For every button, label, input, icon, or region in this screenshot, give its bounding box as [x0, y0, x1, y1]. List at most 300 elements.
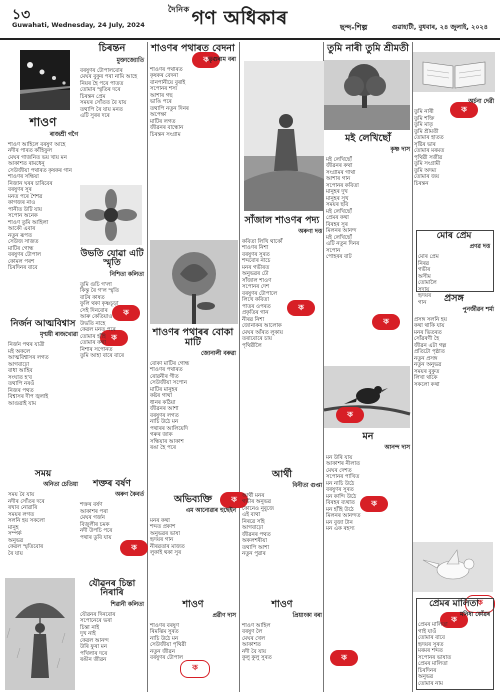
- poem-line: নাচি উঠে মন: [150, 419, 179, 426]
- column-rule: [239, 42, 240, 692]
- poem-line: মনৰ গভীৰত: [242, 264, 270, 271]
- poem-line: জীৱনৰ পথত: [242, 531, 271, 538]
- poem-title: আৰ্থী: [272, 469, 292, 480]
- page-number: ১৩: [12, 7, 31, 23]
- poem-line: তৰাবোৰে চায়: [242, 336, 272, 343]
- poem-line: বৰষুণৰ টোপাল: [150, 655, 183, 662]
- poem-line: বাটৰ কাষত: [80, 294, 105, 301]
- poem-line: আগবাঢ়ো: [242, 525, 264, 532]
- poem-line: লিখে কবিতা: [242, 297, 269, 304]
- poem-line: সময় বৈ যায়: [8, 492, 35, 499]
- poem-line: চিৰদিনৰ: [418, 667, 437, 674]
- poem-line: তুমি শ্ৰীমতী: [414, 128, 439, 135]
- poem-line: প্ৰতিটো পৃষ্ঠাত: [414, 349, 445, 356]
- column-rule: [412, 42, 413, 692]
- poem-author: মৃণ্ময়ী ৰাজখোৱা: [39, 332, 78, 339]
- poem-line: মন হাঁহি উঠে: [326, 506, 354, 513]
- poem-line: সংগ্ৰামৰ গাথা: [326, 169, 356, 176]
- poem-lines: [8, 142, 78, 272]
- poem-title: মন: [362, 431, 374, 442]
- poem-p11: [150, 600, 236, 692]
- section-name: ছন্দ-শিল্প: [340, 23, 368, 32]
- poem-line: প্ৰকৃতিৰ গান: [242, 310, 269, 317]
- poem-line: কথা থাকি যায়: [414, 323, 445, 330]
- poem-line: মেঘৰ আঁৰত লুকায়: [242, 329, 283, 336]
- poem-author: অৰুণা দত্ত: [298, 228, 322, 235]
- poem-line: সেউজীয়া পৃথিৱী: [150, 642, 187, 649]
- poem-line: তুমি অদম্য: [414, 167, 437, 174]
- poem-line: যৌৱনৰ দিনবোৰ: [80, 611, 116, 618]
- poem-line: মন বুজা টান: [326, 519, 353, 526]
- poem-line: সপোনৰ কবিতা: [326, 182, 359, 189]
- poem-author: বিনীতা গুপ্তা: [292, 482, 322, 489]
- poem-line: পথাৰৰ আলিয়েদি: [150, 425, 189, 432]
- poem-lines: [80, 68, 144, 120]
- poem-line: নিশাৰ সপোনত: [80, 346, 113, 353]
- poem-p3: [80, 250, 144, 390]
- poem-line: মাটিৰ গোন্ধ: [8, 245, 34, 252]
- photo-umbrella-person: [5, 578, 75, 690]
- poem-line: কবিতা লিখি থাকোঁ: [242, 238, 283, 245]
- poem-line: জোনাকৰ আলোক: [242, 323, 282, 330]
- poem-line: লুকাই থকা সুৰ: [150, 550, 182, 557]
- poem-line: পোহৰৰ বাট: [326, 254, 352, 261]
- poem-author: প্ৰণৱ দত্ত: [469, 244, 490, 251]
- poem-line: হৃদয়ৰ: [418, 293, 432, 300]
- poem-title: সাঁজাল শাওণৰ পদ্য: [244, 215, 320, 226]
- poem-line: সপোনেৰে ভৰা: [80, 618, 112, 625]
- poem-line: গভীৰ: [418, 267, 431, 274]
- poem-p16: [414, 96, 494, 226]
- poem-lines: [242, 493, 322, 558]
- poem-badge: ক: [465, 595, 495, 613]
- poem-badge: ক: [112, 305, 140, 321]
- poem-line: তোমাৰ জয়: [414, 174, 440, 180]
- poem-line: নিয়ৰ হৈ পৰে পাতত: [80, 80, 124, 87]
- poem-line: শাওণ আহিলে বৰষুণ আহে: [8, 141, 66, 148]
- poem-line: শাওণৰ পথাৰত: [150, 66, 183, 73]
- photo-white-dove: [413, 542, 493, 592]
- poem-line: উৰি ফুৰা মন: [80, 644, 107, 651]
- poem-line: কিন্তু ৰৈ গ'ল স্মৃতি: [80, 288, 119, 295]
- photo-tree-lake: [324, 60, 410, 130]
- poem-line: চিৰন্তন: [414, 180, 429, 187]
- poem-line: অপেক্ষা: [150, 112, 167, 119]
- poem-line: শাওণৰ সন্ধিয়া: [8, 174, 39, 181]
- poem-line: মন এক ৰহস্য: [326, 526, 355, 533]
- poem-p13: [242, 216, 322, 466]
- poem-author: নিশিতা কলিতা: [109, 271, 144, 278]
- poem-line: আগবাঢ়ো: [8, 361, 30, 368]
- poem-line: সোঁৱৰণী হৈ: [414, 336, 440, 343]
- poem-line: তোমাৰ হাতত: [414, 135, 444, 141]
- poem-badge: ক: [336, 407, 364, 423]
- poem-line: ৰঙা হৈ পৰে: [150, 445, 176, 452]
- poem-line: তোমাৰ নাম: [418, 680, 443, 687]
- poem-line: সেই দিনবোৰ: [80, 307, 108, 314]
- poem-line: পানীত উটি যায়: [8, 206, 42, 213]
- poem-line: মন কান্দি উঠে: [326, 493, 357, 500]
- poem-line: প্ৰেমৰ মালিতা: [418, 661, 448, 668]
- poem-title: চিৰন্তন: [98, 43, 126, 54]
- poem-line: সপোনৰ দেশ: [242, 284, 270, 291]
- poem-badge: ক: [100, 330, 128, 346]
- poem-p1: [80, 44, 144, 182]
- poem-author: অৰ্চনা দেৱী: [468, 99, 494, 105]
- poem-line: উভতি নাহে: [80, 320, 106, 327]
- poem-line: আকাশৰ পৰা: [80, 508, 108, 515]
- poem-line: এটি সুৰৰ দৰে: [80, 113, 110, 119]
- poem-line: সেউজীয়া পথাৰত কৃষকৰ গান: [8, 167, 72, 174]
- column-rule: [147, 42, 148, 692]
- poem-line: মই অকলে: [8, 348, 31, 355]
- poem-p16-title-area: [326, 44, 410, 58]
- poem-lines: [414, 317, 494, 389]
- poem-line: ফুলি থকা কৃষ্ণচূড়া: [80, 301, 119, 308]
- poem-badge: ক: [120, 540, 148, 556]
- poem-line: কুলু কুলু সুৰত: [242, 655, 272, 662]
- poem-line: তথাপি আশা: [242, 544, 270, 551]
- poem-line: গভীৰ অনুভৱ: [242, 499, 271, 506]
- poem-line: মানুহৰ দুখ: [326, 189, 348, 196]
- poem-line: তথাপি ৰৈ যায় মনত: [80, 106, 123, 113]
- poem-line: মোৰ প্ৰেম: [418, 254, 439, 261]
- poem-title: অভিব্যক্তি: [173, 494, 212, 505]
- poem-line: নিজৰ পথত: [8, 387, 34, 394]
- poem-line: বোকা মাটিৰ গোন্ধ: [150, 360, 190, 367]
- poem-line: হৃদয়ৰ সুৰত: [418, 641, 444, 648]
- poem-author: ৰাজশ্ৰী গগৈ: [49, 131, 78, 138]
- poem-line: গান: [418, 299, 427, 306]
- poem-line: নীৰৱতাৰ মাজত: [150, 543, 185, 550]
- poem-lines: [8, 492, 78, 557]
- poem-line: আগুৱাই যাম: [8, 400, 36, 407]
- poem-line: এটি নতুন দিনৰ: [326, 241, 360, 248]
- poem-line: আৰু কেতিয়াও: [80, 314, 113, 321]
- poem-line: তোমাৰ হাঁহি: [80, 333, 106, 340]
- poem-line: শাওণ তুমি আহিলা: [8, 219, 49, 226]
- poem-line: সাঁজাল শাওণ: [242, 277, 272, 284]
- poem-badge: ক: [372, 314, 400, 330]
- poem-line: বৰষুণৰ সুৰ: [8, 187, 32, 194]
- poem-line: নতুন জীৱন: [150, 648, 175, 655]
- poem-line: ভাঙি পৰে: [150, 99, 172, 106]
- poem-line: মনত পৰে শৈশৱ: [8, 193, 43, 200]
- poem-lines: [80, 502, 144, 541]
- photo-girl-in-field: [244, 61, 324, 211]
- poem-title: শক্তৰ বৰ্ষণ: [93, 479, 131, 489]
- poem-line: অসীম: [418, 273, 431, 280]
- poem-line: পখিলাৰ দৰে: [80, 650, 108, 657]
- poem-line: ৰখাব নোৱাৰি: [8, 505, 38, 512]
- poem-title: প্ৰেমৰ মালিতা: [429, 599, 479, 609]
- poem-line: সংঘাত হ'ব: [8, 374, 32, 381]
- poem-line: নদী উপচি পৰে: [80, 528, 113, 535]
- poem-title: সময়: [34, 469, 52, 479]
- poem-line: সপোন অনেক: [8, 213, 38, 220]
- poem-line: সদায়: [418, 286, 430, 293]
- poem-line: হৃদয়ৰ গান: [150, 537, 174, 544]
- poem-line: নীৰৱ নিশা: [242, 316, 265, 323]
- poem-author: কৃষ্ণ দাস: [390, 146, 410, 153]
- poem-line: তুমি নাৰী: [414, 109, 434, 115]
- poem-author: জোনালী বৰুৱা: [200, 350, 236, 357]
- poem-line: চিৰন্তন সংগ্ৰাম: [150, 131, 181, 138]
- poem-line: সপোনৰ পাখিত: [326, 474, 360, 481]
- poem-line: শক্তৰ বৰ্ষণ: [80, 502, 103, 509]
- poem-line: তুমি আহা বাৰে বাৰে: [80, 353, 124, 360]
- poem-line: মেঘৰ দেশত: [326, 467, 352, 474]
- poem-line: বিৰহৰ ব্যথাত: [326, 500, 355, 507]
- poem-line: সময়ৰ ছবি: [326, 202, 349, 209]
- poem-title: প্ৰসঙ্গ: [444, 293, 464, 304]
- poem-line: কষ্টৰ গাথা: [150, 393, 172, 400]
- poem-line: মানুহৰ সুখ: [326, 195, 349, 202]
- poem-line: বিজুলীৰ চমক: [80, 521, 110, 528]
- poem-line: নতুন অনুভৱ: [414, 362, 442, 369]
- poem-lines: [80, 282, 144, 360]
- poem-badge: ক: [330, 650, 358, 666]
- poem-line: পাতৰ ওপৰত: [242, 303, 271, 310]
- poem-line: আকাশৰ নীলাত: [326, 461, 360, 468]
- poem-line: কেৱল মনত পৰে: [80, 327, 116, 334]
- poem-lines: [414, 109, 494, 187]
- poem-author: মুক্তাজ্যোতি: [116, 57, 144, 64]
- poem-line: নাচি উঠে মন: [150, 635, 179, 642]
- poem-line: মিলনৰ আনন্দত: [326, 513, 361, 520]
- poem-line: সেউজীয়া সপোন: [150, 380, 187, 387]
- poem-author: ভৃগুৰাম বৰা: [208, 56, 236, 63]
- poem-line: অনুভৱ: [8, 537, 24, 544]
- poem-line: সপোনৰ ভাষাত: [418, 654, 452, 661]
- poem-badge: ক: [360, 496, 388, 512]
- poem-line: মিলনৰ আনন্দ: [326, 228, 357, 235]
- poem-line: সময়ৰ সোঁতত বৈ যায়: [80, 100, 127, 106]
- poem-author: আনন্দ দাস: [384, 444, 410, 451]
- poem-line: বাধা আহিব: [8, 368, 33, 375]
- poem-lines: [418, 622, 490, 687]
- poem-line: পথাৰ ডুবি যায়: [80, 534, 112, 541]
- poem-title: শাওণৰ পথাৰত বেদনা: [151, 43, 235, 54]
- poem-line: কাগজৰ নাও: [8, 200, 36, 207]
- poem-line: সপোন: [326, 247, 341, 254]
- poem-lines: [8, 342, 78, 407]
- poem-line: মই লেখিছোঁ: [326, 156, 352, 163]
- poem-line: আত্মবিশ্বাসৰ লগত: [8, 355, 49, 362]
- poem-line: ৰিমঝিম সুৰত: [150, 629, 179, 636]
- poem-title: নিৰ্জন আত্মবিশ্বাস: [10, 319, 76, 329]
- poem-line: মাটিৰ লগত: [150, 118, 176, 125]
- poem-line: তুমি শক্তি: [414, 115, 435, 122]
- poem-line: মেঘৰ খেল: [242, 635, 266, 642]
- poem-line: মেঘৰ গাজনিত ভয় খায় মন: [8, 154, 67, 161]
- poem-line: আশাৰ গছ: [150, 92, 173, 99]
- poem-p20: [326, 432, 410, 647]
- poem-line: সময়ৰ বুকুত: [414, 368, 440, 375]
- poem-line: শাওণৰ পথাৰত: [150, 367, 183, 374]
- poem-p2: [8, 116, 78, 316]
- poem-author: পুনৰ্জীৱন শৰ্মা: [462, 306, 494, 313]
- poem-title: যৌৱনৰ চিন্তা নিৰাৰি: [88, 579, 136, 599]
- poem-lines: [150, 67, 236, 139]
- poem-p15: [242, 470, 322, 595]
- poem-title: মই লেখিছোঁ: [345, 133, 391, 144]
- poem-line: ৰঙীন জীৱন: [80, 657, 107, 664]
- poem-lines: [150, 361, 236, 452]
- poem-line: মনৰ ভিতৰত: [414, 329, 442, 336]
- poem-line: সময়ৰ লগত: [8, 511, 35, 518]
- poem-line: সন্ধিয়াৰ আকাশ: [150, 438, 184, 445]
- poem-lines: [242, 239, 322, 350]
- poem-p6: [150, 44, 236, 239]
- poem-line: নতুন ৰূপত: [8, 232, 32, 239]
- poem-line: সেউজ সাজত: [8, 239, 39, 246]
- poem-line: নতুন প্ৰসঙ্গ: [414, 355, 438, 362]
- poem-line: তোমাৰ স্মৃতিৰ দৰে: [80, 87, 121, 93]
- poem-line: মৰমৰ শব্দত: [418, 648, 443, 655]
- poem-lines: [326, 455, 410, 533]
- poem-lines: [80, 612, 144, 664]
- masthead: [0, 0, 500, 40]
- poem-line: মনৰ কথা: [150, 517, 170, 524]
- poem-p7: [150, 328, 236, 493]
- poem-p10: [150, 495, 236, 580]
- poem-line: মই লেখিছোঁ: [326, 208, 352, 215]
- poem-p12: [242, 600, 322, 692]
- poem-lines: [242, 623, 322, 662]
- poem-line: ৰোৱনীৰ গীত: [150, 373, 179, 380]
- poem-line: অনুভৱ: [418, 674, 434, 681]
- poem-author: শিৱানী কলিতা: [110, 601, 144, 608]
- poem-line: বৰষুণৰ সুৰত: [326, 487, 354, 494]
- poem-title: উভতি যোৱা এটি স্মৃতি: [80, 249, 144, 269]
- poem-line: লিখা থাকে: [414, 375, 438, 382]
- poem-line: গাই যাওঁ: [418, 628, 437, 635]
- poem-title: শাওণ: [271, 599, 293, 610]
- poem-line: শাওণৰ নিশা: [242, 245, 269, 252]
- poem-p8: [80, 480, 144, 570]
- poem-line: প্ৰেমৰ কথা: [326, 215, 349, 222]
- poem-line: অকলশৰীয়া: [242, 538, 267, 545]
- poem-line: তোমাৰ মৰমত: [414, 148, 445, 154]
- brand-prefix: দৈনিক: [168, 4, 190, 14]
- poem-line: তোমালৈ: [418, 280, 437, 287]
- poem-author: প্ৰিয়াংকা বৰা: [292, 612, 322, 619]
- photo-book: [413, 52, 495, 92]
- dateline-local: গুৱাহাটী, বুধবাৰ, ২৪ জুলাই, ২০২৪: [391, 23, 488, 31]
- poem-line: তুমি গুচি গ'লা: [80, 281, 112, 288]
- poem-title: শাওণৰ পথাৰৰ বোকা মাটি: [152, 327, 234, 348]
- poem-line: সম্পৰ্ক: [8, 531, 22, 538]
- poem-line: মাটিৰ মানুহৰ: [150, 386, 178, 393]
- poem-line: এই ব্যথা: [242, 512, 261, 519]
- poem-line: জীৱনৰ কথা: [326, 163, 353, 170]
- poem-line: চিন্তা নাই: [80, 624, 100, 631]
- poem-line: জীৱন এটা গল্প: [414, 342, 447, 349]
- poem-p19: [418, 600, 490, 686]
- poem-p4: [8, 320, 78, 465]
- poem-line: তোমাৰ বাবে: [418, 635, 445, 642]
- poem-line: সপোনৰ শস্য: [150, 86, 178, 93]
- poem-line: তথাপি নৰওঁ: [8, 381, 35, 388]
- dateline-english: Guwahati, Wednesday, 24 July, 2024: [12, 21, 145, 29]
- poem-line: প্ৰসঙ্গ সলনি হয়: [414, 316, 447, 323]
- poem-line: তুমি সংগ্ৰামী: [414, 161, 441, 167]
- poem-line: সলনি হয় সকলো: [8, 518, 45, 525]
- poem-line: তুমি মাতৃ: [414, 122, 433, 128]
- poem-line: জীৱনৰ আশা: [150, 406, 179, 413]
- poem-line: মেঘৰ গৰ্জন: [80, 515, 105, 522]
- poem-p9: [80, 580, 144, 690]
- poem-line: বিৰহৰ সুৰ: [326, 221, 348, 228]
- poem-author: অৰুণ কৈবৰ্ত: [115, 492, 144, 499]
- poem-line: আকৌ এবাৰ: [8, 226, 36, 233]
- poem-line: সৃষ্টিৰ ভাৰ: [414, 141, 436, 148]
- poem-line: বৰষুণৰ সুৰত: [242, 251, 270, 258]
- poem-line: আশাৰ গান: [326, 176, 351, 183]
- poem-badge: ক: [192, 52, 220, 68]
- poem-line: মন নাচি উঠে: [326, 480, 355, 487]
- poem-line: পৃথিৱী সজীৱ: [414, 154, 443, 161]
- poem-line: তোমাৰ কথা: [80, 340, 106, 347]
- poem-line: চিৰন্তন প্ৰেম: [80, 93, 106, 100]
- poem-p14: [326, 134, 410, 362]
- poem-author: মনিষা কোঁৱৰ: [460, 612, 490, 619]
- poem-line: শাওণৰ বৰষুণ: [150, 622, 179, 629]
- poem-line: ধানৰ কঠিয়া: [150, 399, 176, 406]
- poem-author: এম আনোৱাৰ হুছেইন: [185, 507, 236, 514]
- poem-author: অনিতা চেতিয়া: [43, 482, 78, 489]
- poem-line: পৃথিৱীলৈ: [242, 342, 262, 349]
- poem-line: বিশ্বাসৰ দীপ জ্বলাই: [8, 394, 49, 401]
- photo-night-lights: [20, 50, 70, 110]
- poem-p5: [8, 470, 78, 575]
- newspaper-brand: [168, 4, 288, 36]
- poem-badge: ক: [450, 102, 478, 118]
- poem-badge: ক: [220, 492, 248, 508]
- poem-line: ৰৈ যায়: [8, 550, 23, 557]
- poem-line: প্ৰেমৰ মালিতা: [418, 622, 448, 629]
- photo-rose: [150, 240, 238, 324]
- poem-line: আকাশত: [242, 642, 261, 649]
- poem-line: জীৱনৰ বান্ধোন: [150, 125, 184, 132]
- poem-line: বৰষুণৰ টোপাল: [8, 252, 41, 259]
- poem-line: বৰষুণ লৈ: [242, 629, 263, 636]
- poem-line: কেৱল আনন্দ: [80, 637, 109, 644]
- poem-line: অনুভৱৰ ভাষা: [150, 530, 180, 537]
- poem-line: শব্দত প্ৰকাশ: [150, 524, 176, 531]
- poem-line: শাওণ আহিল: [242, 622, 271, 629]
- poem-line: আৰ্থী মনৰ: [242, 492, 265, 499]
- poem-line: নিৰৱে সহি: [242, 518, 265, 525]
- poem-line: বানপানীয়ে বুৰাই: [150, 79, 186, 86]
- poem-title: শাওণ: [182, 599, 204, 610]
- poem-title: তুমি নাৰী তুমি শ্ৰীমতী: [327, 43, 409, 54]
- poem-line: নদীৰ পাৰত কাঁহিফুল: [8, 148, 53, 155]
- poem-badge: ক: [440, 612, 468, 628]
- poem-line: কেৱল স্মৃতিবোৰ: [8, 544, 44, 551]
- poem-line: কৃষকৰ বেদনা: [150, 73, 179, 80]
- poem-line: নদী বৈ যায়: [242, 648, 267, 655]
- poem-line: চিৰদিনৰ বাবে: [8, 265, 38, 272]
- poem-line: নিৰ্জন পথৰ যাত্ৰী: [8, 342, 45, 349]
- poem-line: কোমল পৰশ: [8, 258, 35, 265]
- poem-line: মানুহ: [8, 524, 19, 531]
- poem-line: মই লেখিছোঁ: [326, 234, 352, 241]
- poem-line: তথাপি নতুন দিনৰ: [150, 105, 189, 112]
- poem-p18: [414, 294, 494, 539]
- poem-line: বৰষুণৰ লগত: [150, 412, 179, 419]
